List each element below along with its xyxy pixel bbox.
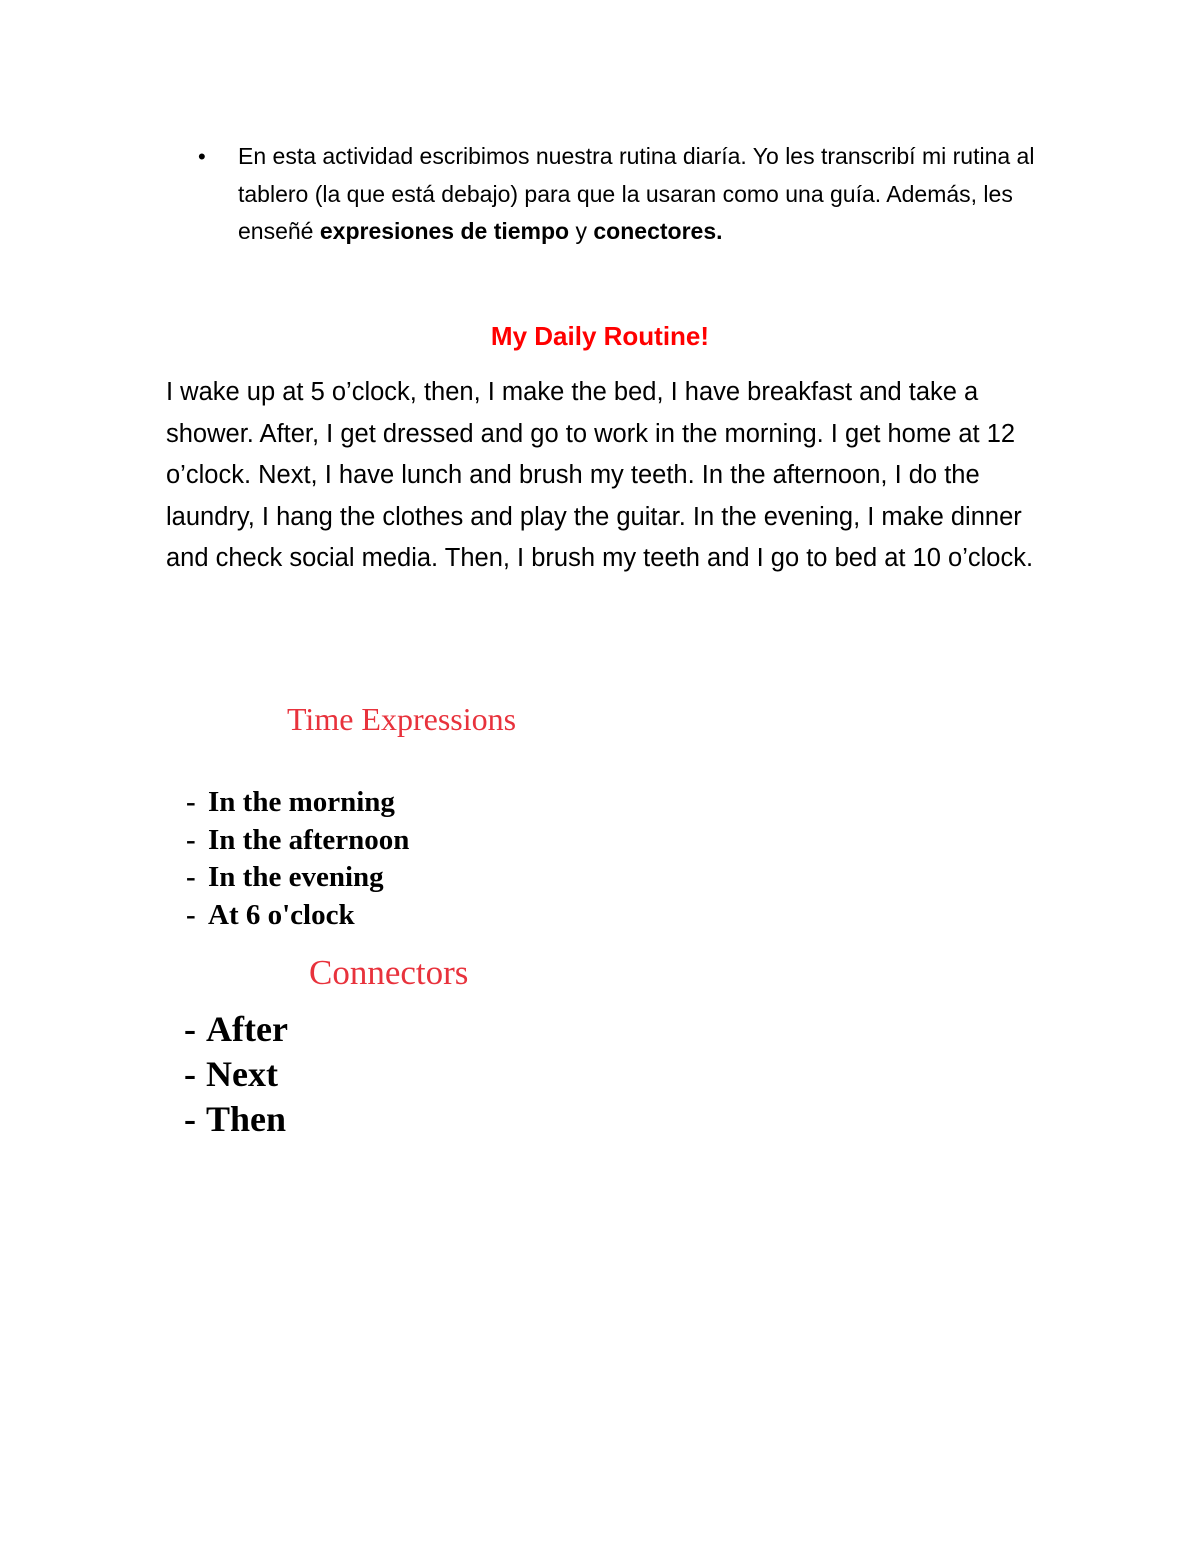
intro-bold-connectors: conectores. [593,218,723,244]
intro-text-part1: En esta actividad escribimos nuestra rutina diaría. Yo les transcribí mi rutina al tablero (la que está debajo) para que la usaran como una guía. Además, les enseñé [238,143,1035,244]
list-item [186,784,409,822]
time-expressions-list [186,784,409,934]
list-item [184,1097,288,1142]
list-item-label: In the morning [208,786,395,818]
intro-text-middle: y [569,218,594,244]
list-item [184,1052,288,1097]
dash-icon: - [184,1054,196,1094]
list-item-label: At 6 o'clock [208,898,355,931]
bullet-icon: • [198,144,206,169]
dash-icon: - [184,1009,196,1049]
intro-text [238,138,1058,251]
routine-title: My Daily Routine! [490,321,710,351]
list-item-label: In the evening [208,861,384,893]
dash-icon: - [186,786,196,818]
dash-icon: - [186,861,196,893]
intro-bold-time-expressions: expresiones de tiempo [319,218,570,244]
list-item-label: After [206,1009,288,1049]
list-item-label: In the afternoon [208,823,410,856]
connectors-heading: Connectors [309,953,469,992]
list-item-label: Next [206,1054,278,1094]
list-item [186,859,409,897]
list-item [186,822,409,860]
intro-paragraph [198,138,1058,251]
list-item-label: Then [206,1099,287,1139]
list-item [184,1007,288,1052]
list-item [186,897,409,935]
time-expressions-heading: Time Expressions [287,701,517,737]
routine-paragraph: I wake up at 5 o’clock, then, I make the bed, I have breakfast and take a shower. After, I get dressed and go to work in the morning. I get home at 12 o’clock. Next, I have lunch and brush my teeth. In the afternoon, I do the laundry, I hang the clothes and play the guitar. In the evening, I make dinner and check social media. Then, I brush my teeth and I go to bed at 10 o’clock. [166,378,1034,572]
dash-icon: - [184,1099,196,1139]
dash-icon: - [186,823,196,856]
connectors-list [184,1007,288,1142]
dash-icon: - [186,898,196,931]
